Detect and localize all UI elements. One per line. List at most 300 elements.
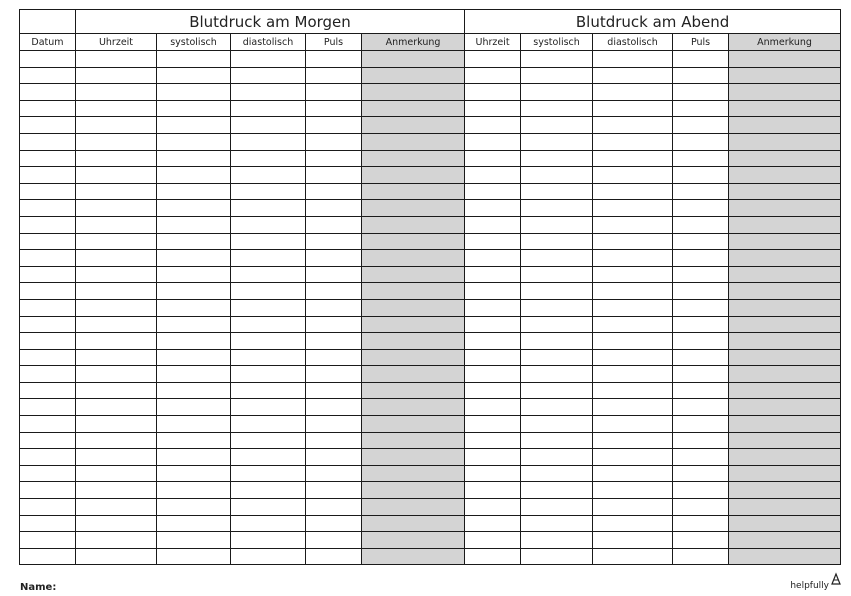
cell-morning-time[interactable]: [76, 67, 157, 84]
cell-evening-note[interactable]: [729, 482, 841, 499]
cell-morning-time[interactable]: [76, 499, 157, 516]
cell-evening-pulse[interactable]: [673, 266, 729, 283]
cell-morning-note[interactable]: [362, 117, 465, 134]
cell-morning-pulse[interactable]: [306, 382, 362, 399]
cell-morning-note[interactable]: [362, 67, 465, 84]
cell-morning-diastolic[interactable]: [231, 51, 306, 68]
cell-date[interactable]: [20, 532, 76, 549]
cell-date[interactable]: [20, 117, 76, 134]
cell-evening-note[interactable]: [729, 349, 841, 366]
cell-evening-diastolic[interactable]: [593, 333, 673, 350]
cell-evening-time[interactable]: [465, 100, 521, 117]
cell-morning-systolic[interactable]: [157, 449, 231, 466]
cell-evening-systolic[interactable]: [521, 283, 593, 300]
cell-evening-diastolic[interactable]: [593, 233, 673, 250]
cell-date[interactable]: [20, 100, 76, 117]
cell-evening-systolic[interactable]: [521, 548, 593, 565]
cell-date[interactable]: [20, 399, 76, 416]
cell-evening-note[interactable]: [729, 333, 841, 350]
cell-morning-systolic[interactable]: [157, 150, 231, 167]
cell-morning-pulse[interactable]: [306, 250, 362, 267]
cell-morning-time[interactable]: [76, 482, 157, 499]
cell-evening-systolic[interactable]: [521, 233, 593, 250]
cell-evening-systolic[interactable]: [521, 399, 593, 416]
cell-morning-note[interactable]: [362, 150, 465, 167]
cell-evening-systolic[interactable]: [521, 532, 593, 549]
cell-evening-systolic[interactable]: [521, 250, 593, 267]
cell-evening-time[interactable]: [465, 183, 521, 200]
cell-morning-time[interactable]: [76, 216, 157, 233]
cell-morning-time[interactable]: [76, 333, 157, 350]
cell-evening-systolic[interactable]: [521, 499, 593, 516]
cell-evening-time[interactable]: [465, 366, 521, 383]
cell-evening-pulse[interactable]: [673, 416, 729, 433]
cell-date[interactable]: [20, 416, 76, 433]
cell-evening-time[interactable]: [465, 200, 521, 217]
cell-morning-pulse[interactable]: [306, 216, 362, 233]
cell-evening-diastolic[interactable]: [593, 515, 673, 532]
cell-evening-diastolic[interactable]: [593, 167, 673, 184]
cell-evening-pulse[interactable]: [673, 532, 729, 549]
cell-morning-time[interactable]: [76, 150, 157, 167]
cell-date[interactable]: [20, 499, 76, 516]
cell-morning-note[interactable]: [362, 183, 465, 200]
cell-morning-systolic[interactable]: [157, 515, 231, 532]
cell-evening-pulse[interactable]: [673, 233, 729, 250]
cell-morning-diastolic[interactable]: [231, 283, 306, 300]
cell-evening-diastolic[interactable]: [593, 482, 673, 499]
cell-morning-time[interactable]: [76, 449, 157, 466]
cell-date[interactable]: [20, 482, 76, 499]
cell-evening-time[interactable]: [465, 316, 521, 333]
cell-evening-note[interactable]: [729, 399, 841, 416]
cell-evening-note[interactable]: [729, 250, 841, 267]
cell-evening-systolic[interactable]: [521, 117, 593, 134]
cell-evening-note[interactable]: [729, 133, 841, 150]
cell-morning-note[interactable]: [362, 299, 465, 316]
cell-evening-pulse[interactable]: [673, 117, 729, 134]
cell-evening-note[interactable]: [729, 266, 841, 283]
cell-evening-pulse[interactable]: [673, 250, 729, 267]
cell-evening-note[interactable]: [729, 51, 841, 68]
cell-date[interactable]: [20, 233, 76, 250]
cell-morning-systolic[interactable]: [157, 432, 231, 449]
cell-morning-time[interactable]: [76, 51, 157, 68]
cell-evening-diastolic[interactable]: [593, 316, 673, 333]
cell-date[interactable]: [20, 183, 76, 200]
cell-morning-systolic[interactable]: [157, 167, 231, 184]
cell-evening-time[interactable]: [465, 133, 521, 150]
cell-evening-systolic[interactable]: [521, 465, 593, 482]
cell-morning-diastolic[interactable]: [231, 299, 306, 316]
cell-evening-time[interactable]: [465, 167, 521, 184]
cell-morning-pulse[interactable]: [306, 100, 362, 117]
cell-morning-diastolic[interactable]: [231, 416, 306, 433]
cell-morning-diastolic[interactable]: [231, 84, 306, 101]
cell-morning-pulse[interactable]: [306, 67, 362, 84]
cell-evening-diastolic[interactable]: [593, 67, 673, 84]
cell-date[interactable]: [20, 67, 76, 84]
cell-evening-time[interactable]: [465, 250, 521, 267]
cell-morning-note[interactable]: [362, 84, 465, 101]
cell-evening-time[interactable]: [465, 84, 521, 101]
cell-morning-pulse[interactable]: [306, 416, 362, 433]
cell-morning-diastolic[interactable]: [231, 532, 306, 549]
cell-evening-time[interactable]: [465, 266, 521, 283]
cell-evening-pulse[interactable]: [673, 150, 729, 167]
cell-evening-diastolic[interactable]: [593, 183, 673, 200]
cell-morning-systolic[interactable]: [157, 333, 231, 350]
cell-evening-pulse[interactable]: [673, 283, 729, 300]
cell-morning-diastolic[interactable]: [231, 399, 306, 416]
cell-morning-time[interactable]: [76, 316, 157, 333]
cell-morning-systolic[interactable]: [157, 283, 231, 300]
cell-morning-pulse[interactable]: [306, 515, 362, 532]
cell-morning-pulse[interactable]: [306, 532, 362, 549]
cell-morning-pulse[interactable]: [306, 299, 362, 316]
cell-date[interactable]: [20, 167, 76, 184]
cell-evening-pulse[interactable]: [673, 333, 729, 350]
cell-evening-diastolic[interactable]: [593, 216, 673, 233]
cell-evening-time[interactable]: [465, 548, 521, 565]
cell-date[interactable]: [20, 299, 76, 316]
cell-evening-note[interactable]: [729, 515, 841, 532]
cell-morning-time[interactable]: [76, 117, 157, 134]
cell-evening-pulse[interactable]: [673, 349, 729, 366]
cell-evening-diastolic[interactable]: [593, 548, 673, 565]
cell-evening-diastolic[interactable]: [593, 382, 673, 399]
cell-morning-time[interactable]: [76, 167, 157, 184]
cell-evening-time[interactable]: [465, 117, 521, 134]
cell-evening-time[interactable]: [465, 382, 521, 399]
cell-morning-systolic[interactable]: [157, 382, 231, 399]
cell-morning-pulse[interactable]: [306, 183, 362, 200]
cell-evening-pulse[interactable]: [673, 449, 729, 466]
cell-evening-diastolic[interactable]: [593, 51, 673, 68]
cell-morning-time[interactable]: [76, 416, 157, 433]
cell-morning-diastolic[interactable]: [231, 100, 306, 117]
cell-morning-note[interactable]: [362, 366, 465, 383]
cell-evening-time[interactable]: [465, 67, 521, 84]
cell-evening-diastolic[interactable]: [593, 150, 673, 167]
cell-evening-note[interactable]: [729, 67, 841, 84]
cell-date[interactable]: [20, 316, 76, 333]
cell-morning-diastolic[interactable]: [231, 67, 306, 84]
cell-evening-note[interactable]: [729, 150, 841, 167]
cell-date[interactable]: [20, 84, 76, 101]
cell-morning-note[interactable]: [362, 250, 465, 267]
cell-morning-pulse[interactable]: [306, 51, 362, 68]
cell-date[interactable]: [20, 150, 76, 167]
cell-evening-note[interactable]: [729, 548, 841, 565]
cell-evening-pulse[interactable]: [673, 84, 729, 101]
cell-date[interactable]: [20, 515, 76, 532]
cell-morning-diastolic[interactable]: [231, 333, 306, 350]
cell-evening-note[interactable]: [729, 532, 841, 549]
cell-evening-diastolic[interactable]: [593, 84, 673, 101]
cell-evening-note[interactable]: [729, 167, 841, 184]
cell-evening-diastolic[interactable]: [593, 416, 673, 433]
cell-morning-diastolic[interactable]: [231, 515, 306, 532]
cell-date[interactable]: [20, 283, 76, 300]
cell-evening-time[interactable]: [465, 482, 521, 499]
cell-morning-pulse[interactable]: [306, 333, 362, 350]
cell-morning-diastolic[interactable]: [231, 167, 306, 184]
cell-morning-time[interactable]: [76, 283, 157, 300]
cell-date[interactable]: [20, 465, 76, 482]
cell-morning-note[interactable]: [362, 316, 465, 333]
cell-evening-systolic[interactable]: [521, 416, 593, 433]
cell-morning-systolic[interactable]: [157, 67, 231, 84]
cell-evening-pulse[interactable]: [673, 183, 729, 200]
cell-evening-note[interactable]: [729, 465, 841, 482]
cell-date[interactable]: [20, 250, 76, 267]
cell-evening-time[interactable]: [465, 150, 521, 167]
cell-morning-diastolic[interactable]: [231, 432, 306, 449]
cell-morning-note[interactable]: [362, 133, 465, 150]
cell-morning-diastolic[interactable]: [231, 465, 306, 482]
cell-evening-systolic[interactable]: [521, 333, 593, 350]
cell-evening-systolic[interactable]: [521, 316, 593, 333]
cell-morning-systolic[interactable]: [157, 499, 231, 516]
cell-evening-pulse[interactable]: [673, 167, 729, 184]
cell-evening-note[interactable]: [729, 233, 841, 250]
cell-morning-note[interactable]: [362, 482, 465, 499]
cell-morning-systolic[interactable]: [157, 266, 231, 283]
cell-evening-pulse[interactable]: [673, 216, 729, 233]
cell-morning-pulse[interactable]: [306, 366, 362, 383]
cell-morning-diastolic[interactable]: [231, 482, 306, 499]
cell-morning-pulse[interactable]: [306, 233, 362, 250]
cell-morning-systolic[interactable]: [157, 399, 231, 416]
cell-morning-time[interactable]: [76, 299, 157, 316]
cell-morning-pulse[interactable]: [306, 266, 362, 283]
cell-morning-note[interactable]: [362, 416, 465, 433]
cell-date[interactable]: [20, 548, 76, 565]
cell-morning-diastolic[interactable]: [231, 449, 306, 466]
cell-morning-diastolic[interactable]: [231, 349, 306, 366]
cell-morning-pulse[interactable]: [306, 349, 362, 366]
cell-morning-pulse[interactable]: [306, 200, 362, 217]
cell-morning-note[interactable]: [362, 449, 465, 466]
cell-morning-pulse[interactable]: [306, 465, 362, 482]
cell-morning-pulse[interactable]: [306, 117, 362, 134]
cell-morning-systolic[interactable]: [157, 100, 231, 117]
cell-evening-time[interactable]: [465, 532, 521, 549]
cell-morning-time[interactable]: [76, 133, 157, 150]
cell-morning-diastolic[interactable]: [231, 216, 306, 233]
cell-morning-note[interactable]: [362, 167, 465, 184]
cell-evening-pulse[interactable]: [673, 299, 729, 316]
cell-evening-note[interactable]: [729, 416, 841, 433]
cell-morning-time[interactable]: [76, 183, 157, 200]
cell-date[interactable]: [20, 382, 76, 399]
cell-evening-diastolic[interactable]: [593, 133, 673, 150]
cell-morning-note[interactable]: [362, 532, 465, 549]
cell-morning-systolic[interactable]: [157, 117, 231, 134]
cell-morning-pulse[interactable]: [306, 84, 362, 101]
cell-evening-time[interactable]: [465, 515, 521, 532]
cell-morning-diastolic[interactable]: [231, 382, 306, 399]
cell-evening-systolic[interactable]: [521, 266, 593, 283]
cell-morning-note[interactable]: [362, 216, 465, 233]
cell-evening-note[interactable]: [729, 499, 841, 516]
cell-evening-systolic[interactable]: [521, 133, 593, 150]
cell-evening-systolic[interactable]: [521, 183, 593, 200]
cell-evening-systolic[interactable]: [521, 84, 593, 101]
cell-date[interactable]: [20, 333, 76, 350]
cell-evening-diastolic[interactable]: [593, 299, 673, 316]
cell-morning-diastolic[interactable]: [231, 133, 306, 150]
cell-evening-systolic[interactable]: [521, 432, 593, 449]
cell-evening-diastolic[interactable]: [593, 432, 673, 449]
cell-evening-diastolic[interactable]: [593, 200, 673, 217]
cell-date[interactable]: [20, 366, 76, 383]
cell-morning-systolic[interactable]: [157, 183, 231, 200]
cell-evening-time[interactable]: [465, 333, 521, 350]
cell-morning-systolic[interactable]: [157, 299, 231, 316]
cell-morning-pulse[interactable]: [306, 548, 362, 565]
cell-morning-time[interactable]: [76, 349, 157, 366]
cell-morning-diastolic[interactable]: [231, 117, 306, 134]
cell-morning-note[interactable]: [362, 283, 465, 300]
cell-evening-pulse[interactable]: [673, 432, 729, 449]
cell-evening-note[interactable]: [729, 84, 841, 101]
cell-morning-pulse[interactable]: [306, 399, 362, 416]
cell-morning-note[interactable]: [362, 432, 465, 449]
cell-morning-pulse[interactable]: [306, 133, 362, 150]
cell-morning-pulse[interactable]: [306, 316, 362, 333]
cell-morning-systolic[interactable]: [157, 416, 231, 433]
cell-evening-systolic[interactable]: [521, 382, 593, 399]
cell-morning-note[interactable]: [362, 200, 465, 217]
cell-evening-pulse[interactable]: [673, 100, 729, 117]
cell-morning-systolic[interactable]: [157, 532, 231, 549]
cell-evening-note[interactable]: [729, 117, 841, 134]
cell-morning-diastolic[interactable]: [231, 233, 306, 250]
cell-morning-note[interactable]: [362, 465, 465, 482]
cell-evening-pulse[interactable]: [673, 548, 729, 565]
cell-evening-diastolic[interactable]: [593, 283, 673, 300]
cell-evening-pulse[interactable]: [673, 482, 729, 499]
cell-morning-systolic[interactable]: [157, 84, 231, 101]
cell-date[interactable]: [20, 133, 76, 150]
cell-morning-time[interactable]: [76, 382, 157, 399]
cell-evening-systolic[interactable]: [521, 51, 593, 68]
cell-morning-pulse[interactable]: [306, 499, 362, 516]
cell-evening-time[interactable]: [465, 299, 521, 316]
cell-morning-systolic[interactable]: [157, 250, 231, 267]
cell-evening-pulse[interactable]: [673, 399, 729, 416]
cell-evening-systolic[interactable]: [521, 515, 593, 532]
cell-evening-diastolic[interactable]: [593, 266, 673, 283]
cell-date[interactable]: [20, 200, 76, 217]
cell-morning-note[interactable]: [362, 349, 465, 366]
cell-evening-note[interactable]: [729, 183, 841, 200]
cell-evening-systolic[interactable]: [521, 67, 593, 84]
cell-morning-time[interactable]: [76, 84, 157, 101]
cell-evening-pulse[interactable]: [673, 67, 729, 84]
cell-morning-systolic[interactable]: [157, 133, 231, 150]
cell-evening-time[interactable]: [465, 399, 521, 416]
cell-evening-systolic[interactable]: [521, 100, 593, 117]
cell-evening-pulse[interactable]: [673, 316, 729, 333]
cell-morning-systolic[interactable]: [157, 349, 231, 366]
cell-morning-systolic[interactable]: [157, 548, 231, 565]
cell-morning-time[interactable]: [76, 515, 157, 532]
cell-morning-pulse[interactable]: [306, 283, 362, 300]
cell-morning-systolic[interactable]: [157, 51, 231, 68]
cell-evening-note[interactable]: [729, 316, 841, 333]
cell-evening-diastolic[interactable]: [593, 465, 673, 482]
cell-morning-time[interactable]: [76, 200, 157, 217]
cell-evening-diastolic[interactable]: [593, 100, 673, 117]
cell-morning-note[interactable]: [362, 233, 465, 250]
cell-morning-note[interactable]: [362, 548, 465, 565]
cell-morning-pulse[interactable]: [306, 432, 362, 449]
cell-evening-note[interactable]: [729, 100, 841, 117]
cell-evening-diastolic[interactable]: [593, 349, 673, 366]
cell-evening-time[interactable]: [465, 283, 521, 300]
cell-evening-time[interactable]: [465, 349, 521, 366]
cell-evening-time[interactable]: [465, 416, 521, 433]
cell-morning-note[interactable]: [362, 333, 465, 350]
cell-evening-time[interactable]: [465, 499, 521, 516]
cell-morning-diastolic[interactable]: [231, 499, 306, 516]
cell-evening-systolic[interactable]: [521, 299, 593, 316]
cell-morning-time[interactable]: [76, 399, 157, 416]
cell-evening-time[interactable]: [465, 233, 521, 250]
cell-evening-time[interactable]: [465, 465, 521, 482]
cell-evening-diastolic[interactable]: [593, 366, 673, 383]
cell-morning-pulse[interactable]: [306, 449, 362, 466]
cell-evening-pulse[interactable]: [673, 51, 729, 68]
cell-evening-time[interactable]: [465, 216, 521, 233]
cell-morning-note[interactable]: [362, 499, 465, 516]
cell-evening-systolic[interactable]: [521, 449, 593, 466]
cell-evening-systolic[interactable]: [521, 167, 593, 184]
cell-morning-time[interactable]: [76, 250, 157, 267]
cell-evening-systolic[interactable]: [521, 349, 593, 366]
cell-evening-systolic[interactable]: [521, 482, 593, 499]
cell-morning-pulse[interactable]: [306, 482, 362, 499]
cell-evening-note[interactable]: [729, 366, 841, 383]
cell-morning-pulse[interactable]: [306, 167, 362, 184]
cell-date[interactable]: [20, 266, 76, 283]
cell-evening-diastolic[interactable]: [593, 250, 673, 267]
cell-evening-note[interactable]: [729, 432, 841, 449]
cell-evening-time[interactable]: [465, 51, 521, 68]
cell-evening-systolic[interactable]: [521, 200, 593, 217]
cell-evening-pulse[interactable]: [673, 382, 729, 399]
cell-evening-note[interactable]: [729, 200, 841, 217]
cell-morning-diastolic[interactable]: [231, 150, 306, 167]
cell-date[interactable]: [20, 449, 76, 466]
cell-evening-note[interactable]: [729, 283, 841, 300]
cell-evening-diastolic[interactable]: [593, 399, 673, 416]
cell-morning-time[interactable]: [76, 532, 157, 549]
cell-morning-time[interactable]: [76, 100, 157, 117]
cell-evening-note[interactable]: [729, 382, 841, 399]
cell-morning-diastolic[interactable]: [231, 266, 306, 283]
cell-morning-note[interactable]: [362, 100, 465, 117]
cell-morning-systolic[interactable]: [157, 465, 231, 482]
cell-morning-time[interactable]: [76, 465, 157, 482]
cell-evening-pulse[interactable]: [673, 366, 729, 383]
cell-evening-diastolic[interactable]: [593, 117, 673, 134]
cell-morning-diastolic[interactable]: [231, 200, 306, 217]
cell-morning-diastolic[interactable]: [231, 548, 306, 565]
